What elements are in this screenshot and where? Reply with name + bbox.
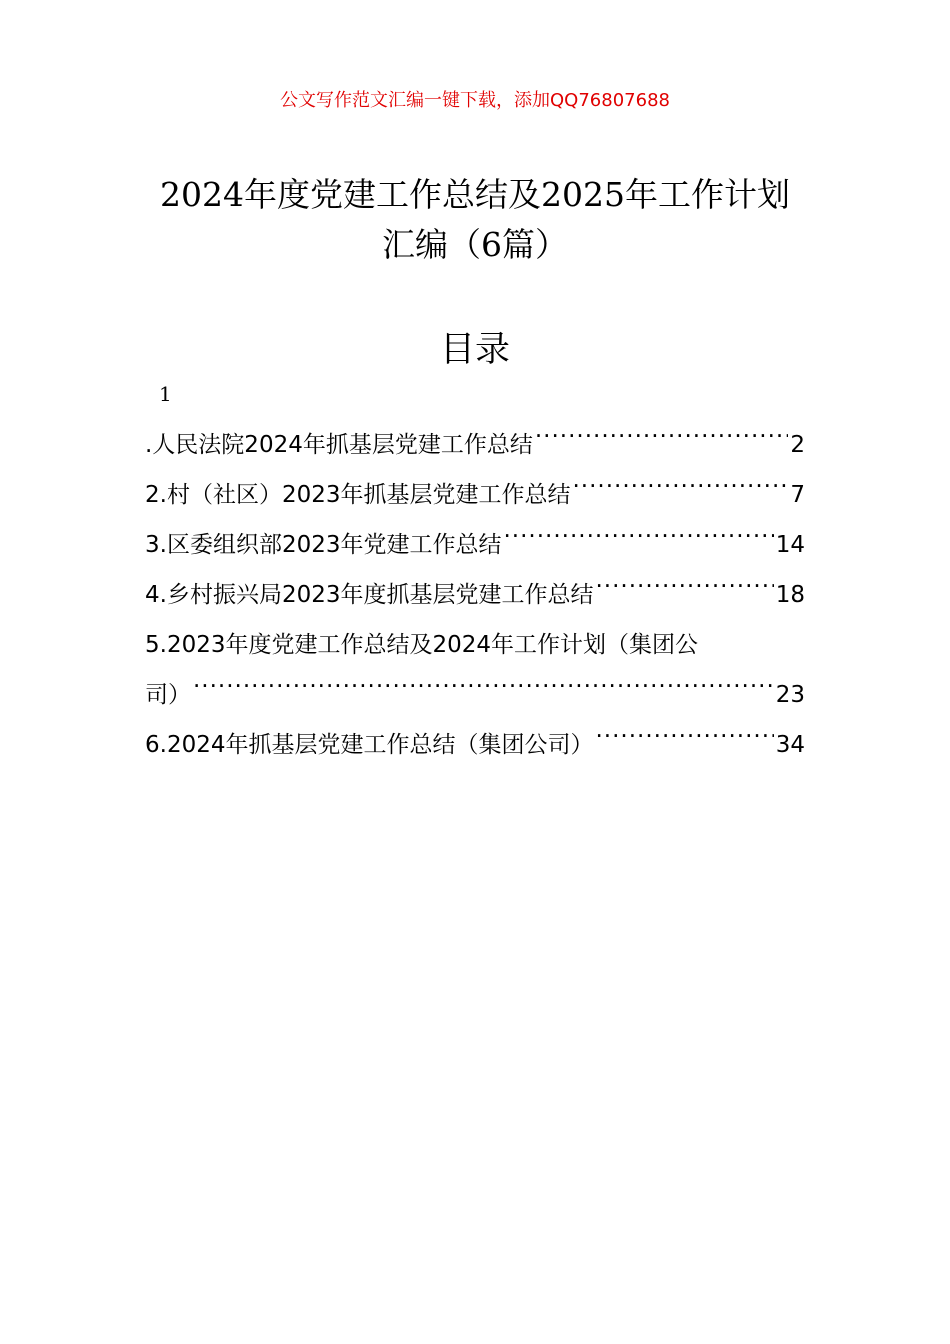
toc-entry-page: 18 <box>775 582 805 608</box>
document-title <box>120 170 830 270</box>
toc-entry[interactable] <box>145 520 805 570</box>
toc-leader-dots <box>535 429 789 452</box>
toc-entry-page: 7 <box>790 482 805 508</box>
toc-entry-page: 2 <box>790 432 805 458</box>
toc-entry-label: 6.2024年抓基层党建工作总结（集团公司） <box>145 732 594 758</box>
toc-entry[interactable] <box>145 620 805 720</box>
toc-entry-label: 5.2023年度党建工作总结及2024年工作计划（集团公 <box>145 632 699 658</box>
document-title-line2: 汇编（6篇） <box>382 225 568 264</box>
table-of-contents <box>145 420 805 770</box>
document-title-line1: 2024年度党建工作总结及2025年工作计划 <box>160 175 790 214</box>
toc-heading: 目录 <box>439 330 510 370</box>
toc-entry-line1 <box>145 620 805 670</box>
toc-entry[interactable] <box>145 420 805 470</box>
toc-leader-dots <box>572 479 788 502</box>
toc-entry[interactable] <box>145 720 805 770</box>
toc-entry[interactable] <box>145 570 805 620</box>
toc-leader-dots <box>503 529 773 552</box>
header-promo-note: 公文写作范文汇编一键下载，添加QQ76807688 <box>280 90 670 111</box>
toc-entry-label: 4.乡村振兴局2023年度抓基层党建工作总结 <box>145 582 594 608</box>
toc-entry-page: 34 <box>775 732 805 758</box>
toc-entry-page: 23 <box>775 682 805 708</box>
toc-entry-page: 14 <box>775 532 805 558</box>
toc-entry-label: 3.区委组织部2023年党建工作总结 <box>145 532 502 558</box>
toc-entry-label: .人民法院2024年抓基层党建工作总结 <box>145 432 533 458</box>
toc-leader-dots <box>193 679 774 702</box>
stray-number: 1 <box>159 382 172 406</box>
toc-entry-label-continued: 司） <box>145 682 191 708</box>
toc-leader-dots <box>595 579 773 602</box>
toc-entry-label: 2.村（社区）2023年抓基层党建工作总结 <box>145 482 571 508</box>
toc-entry-line2 <box>145 670 805 720</box>
toc-entry[interactable] <box>145 470 805 520</box>
toc-leader-dots <box>595 729 773 752</box>
